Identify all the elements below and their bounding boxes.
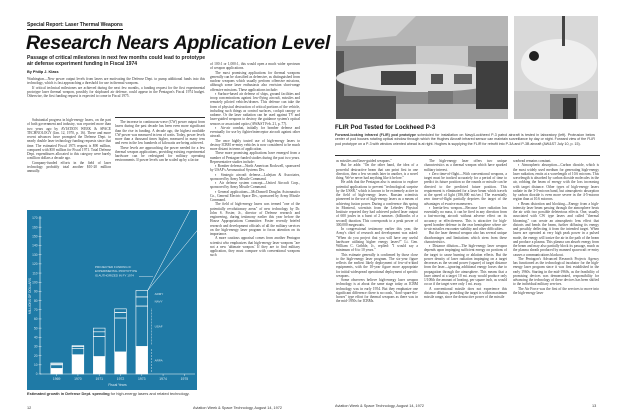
flir-title: FLIR Pod Tested for Lockheed P-3: [335, 124, 436, 131]
bar-segment-army: [51, 363, 63, 364]
bar-segment-arpa: [51, 368, 63, 374]
x-tick-label: 1975: [180, 377, 189, 381]
bar-segment-navy: [115, 313, 127, 319]
bar-segment-arpa: [136, 346, 148, 374]
right-column-3: [513, 159, 599, 401]
paragraph: The increase in continuous-wave (CW) power output from lasers during the past decade has been even more significant than the rise in funding. A decade ago, the highest available CW power was measured in tens of watts. Today, power levels more than a thousand times higher, measured in many tens and even in the low hundreds of kilowatts are being achieved.: [115, 120, 205, 146]
x-tick-label: 1972: [116, 377, 125, 381]
right-column-2: [424, 159, 507, 401]
left-footer: Aviation Week & Space Technology, August 14, 1972: [193, 406, 283, 410]
x-tick-label: 1971: [95, 377, 103, 381]
y-tick-label: 110: [32, 271, 38, 276]
paragraph: ▪ Atmospheric absorption—Carbon dioxide, which is the most widely used medium for generating high-energy laser radiation, emits at a wavelength of 10.6 microns. This wavelength is absorbed by carbon dioxide molecules in the air, robbing the beam of energy with the loss increasing with target distance. Other types of high-energy lasers radiate in the 3-5-micron band, but atmospheric absorption by carbon dioxide is even more severe in the 4-5-micron region than at 10.6 microns.: [513, 163, 599, 202]
paragraph: ▪ Bomber defense—North American Rockwell, sponsored by USAF's Aeronautical Systems Div.: [210, 164, 300, 173]
y-tick-label: 40: [33, 335, 38, 340]
paragraph: Substantial progress in high-energy lasers, on the part of both government and industry, was reported more than two years ago by AVIATION WEEK & SPACE TECHNOLOGY (Jan. 12, 1970, p. 16). These and more recent advances have prompted the Defense Dept. to nearly double laser technology funding requests since that time. The estimated Fiscal 1973 request is $90 million, compared with $50 million for Fiscal 1971. Total Defense Dept. expenditures allocated to this category were barely a million dollars a decade ago.: [27, 118, 111, 161]
right-page-number: 13: [592, 404, 597, 408]
y-tick-label: 170: [32, 216, 38, 221]
projection-annotation: PROJECTED FUNDING IF: [95, 265, 132, 269]
paragraph: The field of high-energy lasers was termed "one of the potentially revolutionary areas" of new technology by Dr. John S. Foster, Jr., director of Defense research and engineering, during testimony earlier this year before the House Appropriations Committee. Foster recently briefed research and development officials of all the military services on the high-energy laser program to focus attention on its importance.: [210, 202, 300, 236]
paragraph: A more cautious appraisal comes from another Pentagon scientist who emphasizes that high-energy laser weapons "are not a new 'ultimate weapon.' If they are to find military application, they must compare with conventional weapons such: [210, 236, 300, 258]
paragraph: The Pentagon's Advanced Research Projects Agency has functioned as the technological incubator for the high-energy laser program since it was first established in the early 1960s. Starting in the mid-1960s, as the feasibility of promising devices was demonstrated, responsibility for advancing the technology of these devices has been shifted to the individual military services.: [513, 256, 599, 287]
series-label-arpa: ARPA: [154, 358, 163, 363]
bar-segment-arpa: [115, 352, 127, 374]
paragraph: ▪ Zero time-of-flight—With conventional weapons, a target must be tracked accurately for a period of time to predict its future position so the rounds or missile can be directed to the predicted future position. This requirement is eliminated for a laser beam which travels at the speed of light (186,000 mi./sec.) The essentially zero time-of-flight partially deprives the target of the advantages of evasive maneuvers.: [424, 171, 507, 206]
paragraph: The high-energy laser offers two unique characteristics as a thermal weapon which have sparked military interest.: [424, 159, 507, 172]
figure-caption-bold: Estimated growth in Defense Dept. spending: [27, 391, 110, 396]
y-tick-label: 60: [33, 317, 38, 322]
bar-segment-navy: [93, 332, 105, 337]
y-tick-label: 120: [32, 262, 38, 267]
paragraph: warhead remains constant.: [513, 159, 552, 163]
projection-line-low: [148, 228, 197, 290]
paragraph: The most promising applications for thermal weapons generally can be classified as defensive, as distinguished from nuclear weapons which usually perform offensive missions, although some laser enthusiasts also envision short-range offensive missions. These applications include:: [210, 70, 300, 92]
projection-annotation: EXPERIMENTAL PROTOTYPE: [95, 269, 138, 274]
paragraph: But he adds: "On the other hand, the idea of a powerful destructive beam that can point first in one direction, then a few seconds later in another, is a novel thing. We've never had anything like it before.": [336, 163, 418, 180]
y-tick-label: 90: [33, 289, 38, 294]
flir-caption-rest: scheduled for installation on Navy/Lockheed P-3 patrol aircraft is tested in laboratory (left). Protrusion below center of pod houses rotating optical window through which the Hughes Aircraft infrared sensor can maintain surveillance by day or night. Forward view of the FLIR pod prototype on a P-3 with window oriented ahead is at right. Hughes is supplying the FLIR for retrofit into P-3A and P-3B aircraft (AW&ST July 10, p. 15).: [335, 133, 595, 146]
bar-segment-army: [93, 328, 105, 332]
photo-divider: [335, 155, 600, 156]
paragraph: These more promising applications have emerged from a number of Pentagon-funded studies during the past two years. Representative studies include:: [210, 151, 300, 164]
byline: By Philip J. Klass: [27, 70, 59, 74]
flir-caption: [335, 133, 595, 146]
paragraph: A conventional missile does not experience this distance dilution, providing the target is within maximum missile range, since the destructive power of the missile: [424, 286, 507, 299]
paragraph: Some observers believe high-energy laser weapon technology is at about the same stage today as ICBM technology was in early 1954. But they emphasize one significant difference: there is no crash, "don't-spare-the-horses" type effort for thermal weapons as there was in the mid-1950s for ICBMs.: [336, 278, 418, 304]
bar-segment-usaf: [72, 348, 84, 354]
bar-segment-navy: [136, 297, 148, 306]
x-axis-label: Fiscal Years: [108, 383, 127, 387]
bar-segment-usaf: [51, 365, 63, 369]
section-kicker: Special Report: Laser Thermal Weapons: [27, 22, 123, 28]
paragraph: These levels are approaching the power needed for a few thermal weapon applications, providing existing experimental hardware can be redesigned for military operating environments. If power levels can be scaled up by a factor: [115, 145, 205, 163]
x-tick-label: 1974: [159, 377, 167, 381]
bar-segment-army: [115, 309, 127, 313]
x-tick-label: 1969: [52, 377, 61, 381]
left-column-2: [115, 120, 205, 208]
y-tick-label: 150: [32, 234, 38, 239]
paragraph: of 100:1 or 1,000:1, this would open a much wider spectrum of weapon applications.: [210, 62, 300, 71]
bar-segment-usaf: [93, 336, 105, 356]
deck: Passage of critical milestones in next few months could lead to prototype air defense experiment funding in Fiscal 1974: [27, 55, 206, 67]
right-column-1: [336, 159, 418, 393]
y-tick-label: 130: [32, 252, 38, 257]
y-axis-label: MILLIONS OF DOLLARS: [28, 278, 32, 314]
y-tick-label: 0: [35, 372, 38, 377]
paragraph: ▪ Beam distortion and blocking—Energy from a high-intensity laser beam passing through the atmosphere heats the air with two possible deleterious effects. One, usually associated with CW type lasers and called "thermal blooming," can create an atmospheric lens effect that distorts and bends the beam, further diffusing its energy and possibly deflecting it from the intended target. When lasers are operated at very high peak power in a pulsed mode, the energy will ionize the air in the path of the beam and produce a plasma. This plasma can absorb energy from the beam and may also partially block its passage, much as the plasma sheath produced by manned spacecraft re-entry causes a communications blackout.: [513, 201, 599, 257]
y-tick-label: 20: [33, 353, 38, 358]
paragraph: ▪ Inertia-less weapon—Because laser radiation has essentially no mass, it can be fired in any direction from a fast-moving aircraft without adverse effect on its accuracy or effectiveness. This is attractive for high-speed bomber defense in the rear hemisphere where air-to-air missiles encounter stability and other difficulties.: [424, 205, 507, 231]
paragraph: This estimate generally is confirmed by those close to the high-energy laser program. The six-year figure reflects the earliest likely deployment of few-of-a-kind equipments, with the 10-year figure more appropriate for initial widespread operational deployment of specific weapons.: [336, 252, 418, 278]
series-label-army: ARMY: [154, 291, 164, 296]
paragraph: Company-funded efforts in the field of laser technology probably total another $10-20 million annually.: [27, 160, 111, 173]
bar-segment-army: [136, 290, 148, 296]
paragraph: But the laser thermal weapon also has several unique disadvantages and limitations which stem from these characteristics.: [424, 231, 507, 244]
spending-chart: [27, 210, 197, 390]
lead-text: Washington—New power output levels from lasers are motivating the Defense Dept. to pump additional funds into this technology, which is fast approaching a threshold for use in thermal weapons.: [27, 77, 205, 86]
left-column-1: [27, 118, 111, 208]
bar-segment-army: [72, 346, 84, 347]
paragraph: The once highly touted use of high-energy lasers to destroy ICBM re-entry vehicles is now considered to be much more distant in terms of application.: [210, 138, 300, 151]
paragraph: In congressional testimony earlier this year, the Army's chief of research and development was asked: "When do you project that you will have any useful hardware utilizing higher energy lasers?" Lt. Gen. William C. Gribble, Jr., replied: "I would say a minimum of 6 to 10 years.": [336, 227, 418, 253]
paragraph: ▪ General applications—McDonnell Douglas Astronautics Co., General Electric Space Div., sponsored by Army Missile Command.: [210, 189, 300, 202]
figure-caption-rest: for high-energy lasers and related technology.: [109, 391, 190, 396]
flir-pod-lab-photo: [336, 16, 508, 119]
y-tick-label: 160: [32, 225, 38, 230]
right-footer: Aviation Week & Space Technology, August 14, 1972: [335, 404, 425, 408]
paragraph: He adds that the Pentagon also is anxious to explore potential applications to prevent "technological surprise by the USSR," which is known to be extremely active in the field of high-energy lasers. Russian scientists pioneered in the use of high-energy lasers as a means of achieving fusion power. During a conference this spring in Montreal, scientists from the Lebedev Physical Institute reported they had achieved pulsed laser output of 600 joules in a burst of 2 nanosec. (billionths of a second) duration. This corresponds to a peak power of 300,000 megawatts.: [336, 180, 418, 227]
y-tick-label: 80: [33, 298, 38, 303]
x-tick-label: 1970: [74, 377, 82, 381]
paragraph: ▪ Air-air combat, initially for bomber defense and eventually for use by fighter/interceptor aircraft against other aircraft.: [210, 125, 300, 139]
y-tick-label: 10: [33, 363, 38, 368]
headline: Research Nears Application Level: [26, 32, 330, 54]
lead-paragraph: [27, 77, 205, 98]
projection-annotation: IS AUTHORIZED IN FY 1974: [95, 273, 134, 278]
y-tick-label: 100: [32, 280, 38, 285]
series-label-usaf: USAF: [154, 324, 163, 329]
bar-segment-arpa: [93, 357, 105, 374]
y-tick-label: 70: [33, 307, 38, 312]
paragraph: ▪ Air defense system concept—United Aircraft Corp., sponsored by Army Missile Command.: [210, 181, 300, 190]
series-label-navy: NAVY: [154, 299, 163, 304]
flir-pod-front-photo: [514, 16, 598, 119]
left-page-number: 12: [27, 406, 32, 410]
flir-caption-bold: Forward-looking infrared (FLIR) pod prototype: [335, 133, 416, 137]
bar-segment-usaf: [115, 318, 127, 352]
lead2-text: If critical technical milestones are achieved during the next few months, a funding request for the first experimental prototype laser thermal weapon, possibly for shipboard air defense, could appear in the Pentagon's Fiscal 1974 budget. Otherwise, the first funding request is expected to come in Fiscal 1975.: [27, 85, 205, 98]
figure-caption: [27, 391, 307, 396]
bar-segment-arpa: [72, 355, 84, 374]
y-tick-label: 50: [33, 326, 38, 331]
bar-segment-usaf: [136, 306, 148, 346]
spending-chart-svg: [27, 210, 197, 390]
y-tick-label: 140: [32, 243, 38, 248]
y-tick-label: 30: [33, 344, 38, 349]
paragraph: ▪ Strategic aircraft defense—Lulejian & Associates, sponsored by Army Missile Command.: [210, 172, 300, 181]
lead-divider: [115, 117, 205, 118]
projection-line-high: [148, 210, 197, 290]
x-tick-label: 1973: [138, 377, 146, 381]
paragraph: ▪ Surface-based air defense of ships, ground facilities and troop concentrations against low-flying aircraft, missiles and remotely piloted vehicles/drones. This defense can take the form of physical destruction of critical portions of the vehicle, including such things as control surfaces, cockpit canopy or radome. Or the laser radiation can be used against TV and laser-guided weapons to destroy the guidance system's optical sensors or associated optics (AW&ST Feb. 21, p. 77).: [210, 91, 300, 126]
paragraph: ▪ Distance dilution—The high-energy laser weapon depends upon impinging sufficient energy on portions of the target to cause burning or ablation effects. But the power density of laser radiation impinging on a target decreases as the second power (square) of target distance from the laser—ignoring additional energy losses due to propagation through the atmosphere. This means that a laser aimed at a target 10 mi. away would produce only 1/100th the amount of heating, per square inch, as would occur if the target were only 1 mi. away.: [424, 244, 507, 287]
paragraph: The Air Force was the first of the services to move into the high-energy laser: [513, 286, 599, 295]
paragraph: as missiles and laser-guided weapons.": [336, 159, 392, 163]
left-column-3: [210, 62, 300, 390]
